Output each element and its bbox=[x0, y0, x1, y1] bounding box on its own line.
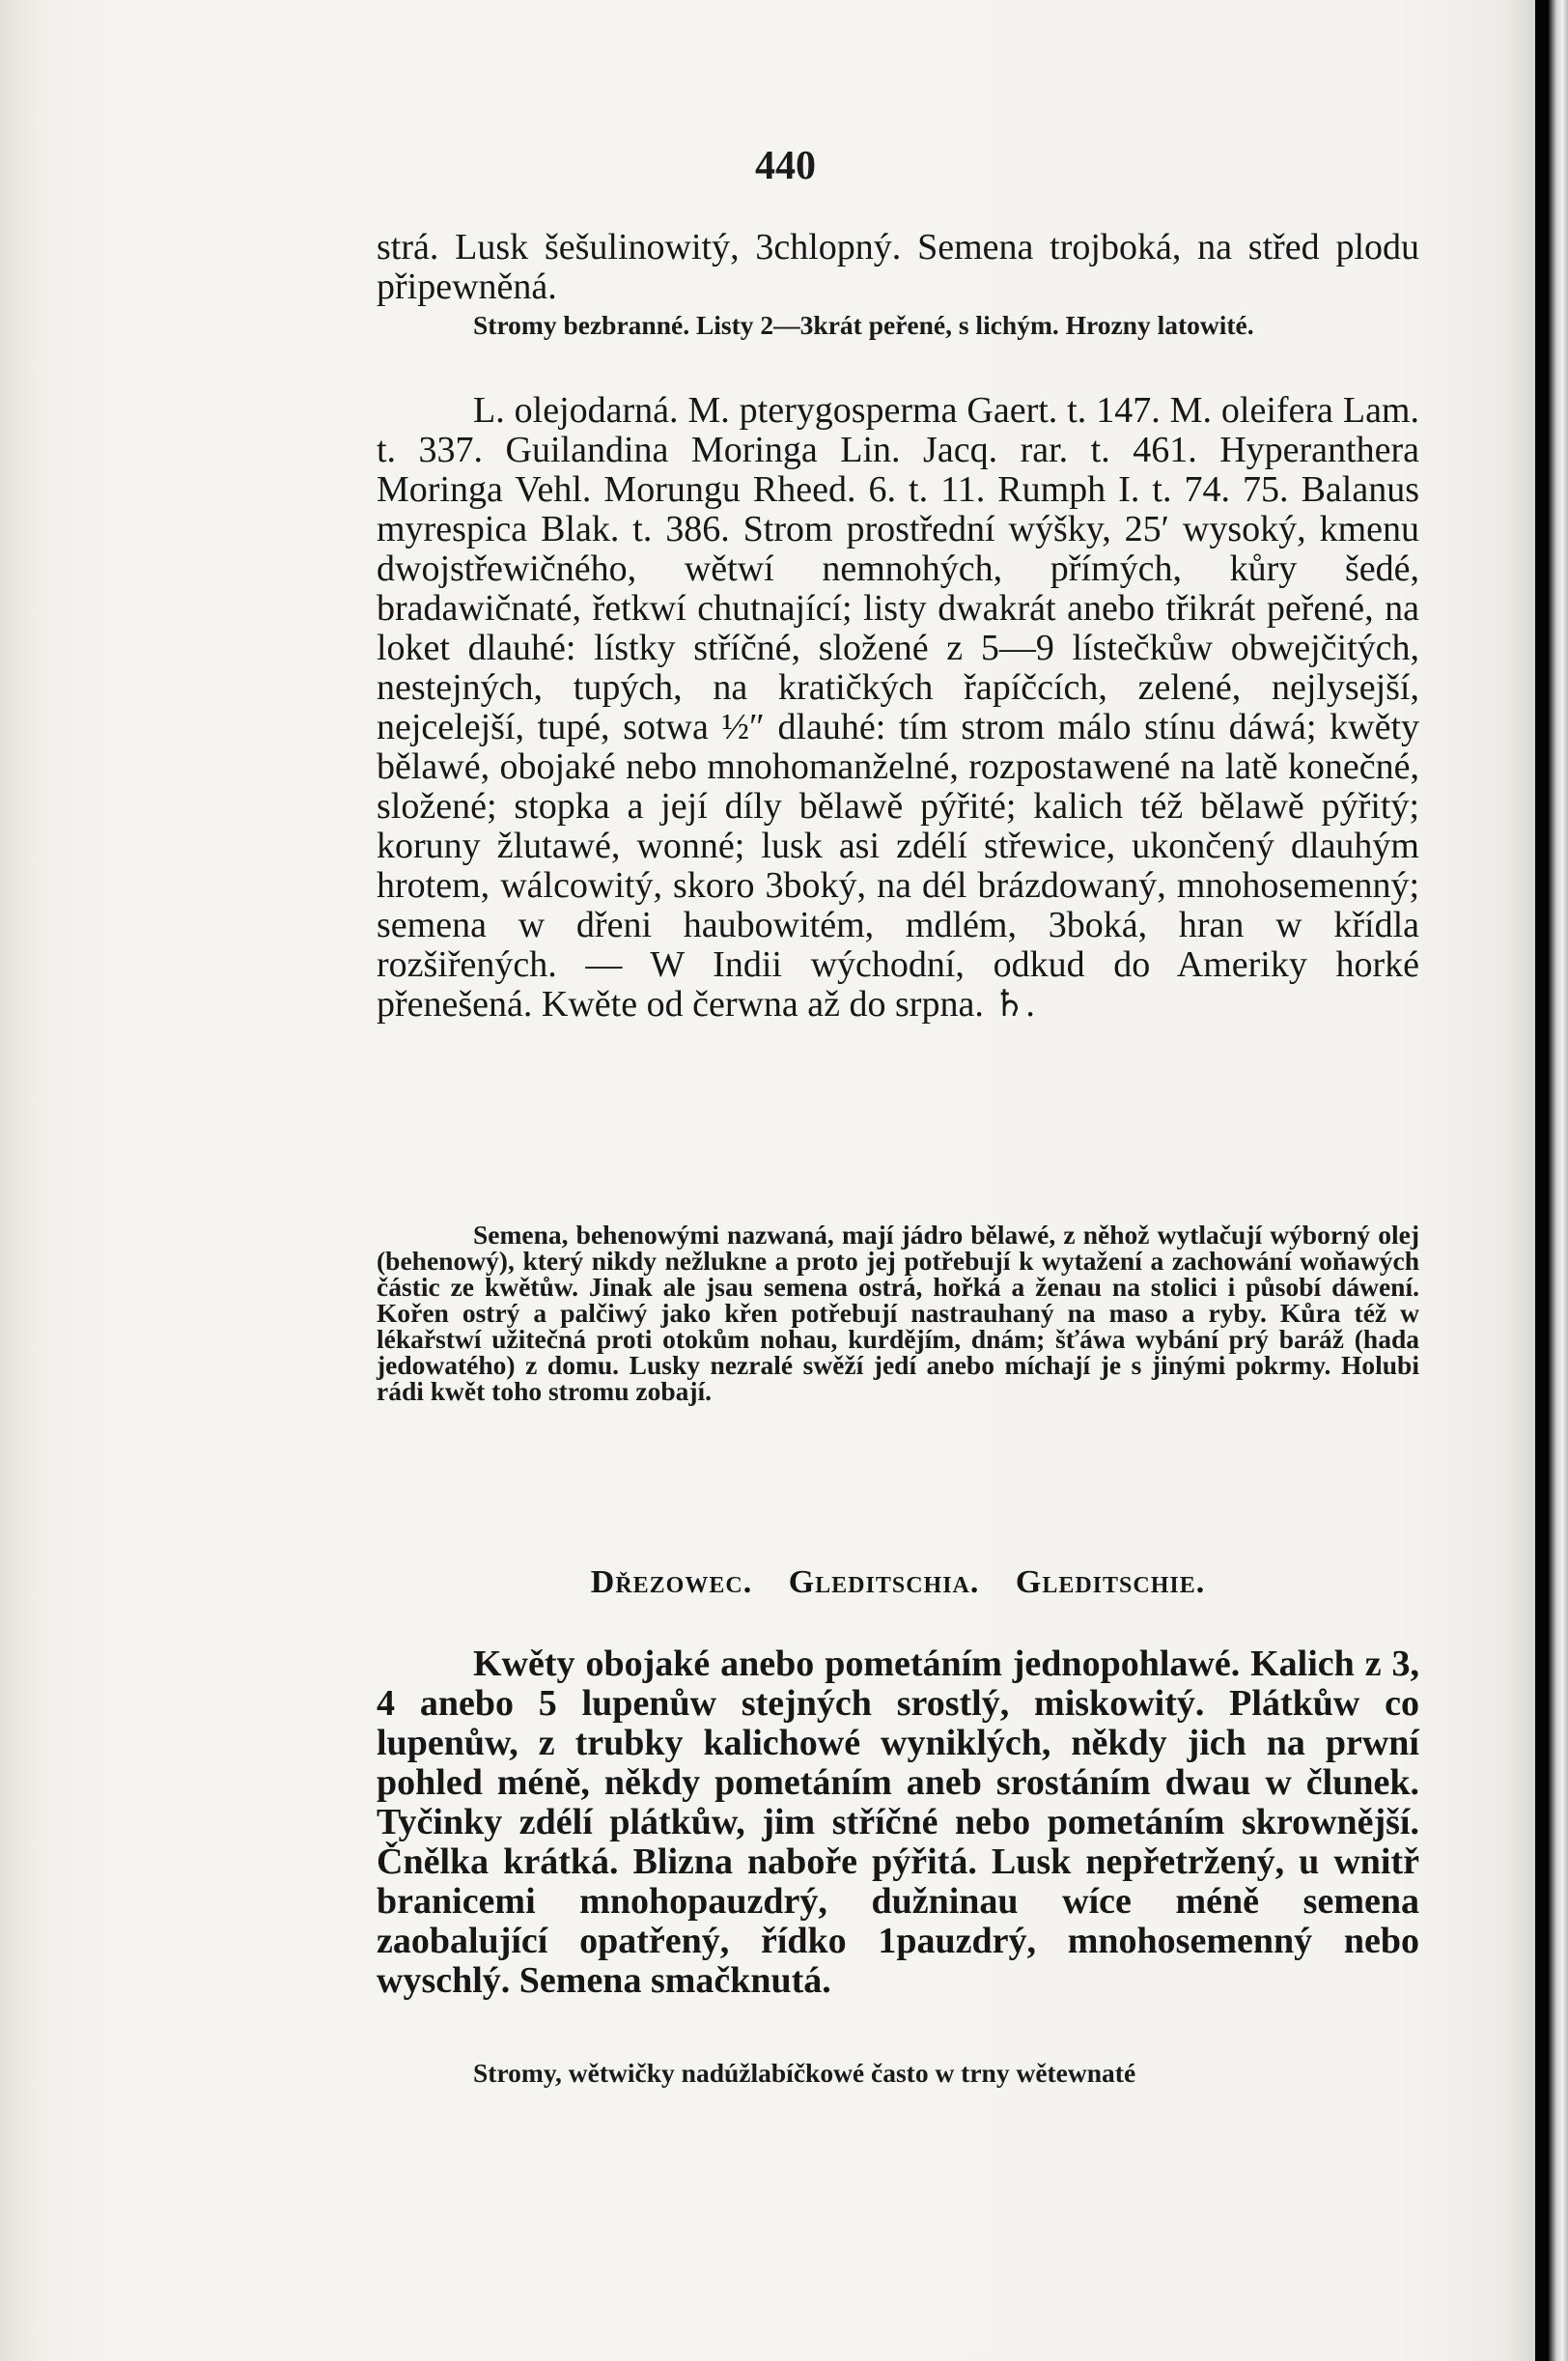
species-note: Semena, behenowými nazwaná, mají jádro bělawé, z něhož wytlačují wýborný olej (behenowý), který nikdy nežlukne a proto jej potřebují k wytažení a zachowání woňawých částic ze kwětůw. Jinak ale jsau semena ostrá, hořká a ženau na stolici i působí dáwení. Kořen ostrý a palčiwý jako křen potřebují nastrauhaný na maso a ryby. Kůra též w lékařstwí užitečná proti otokům nohau, kurdějím, dnám; šťáwa wybání prý baráž (hada jedowatého) z domu. Lusky nezralé swěží jedí anebo míchají je s jinými pokrmy. Holubi rádi kwět toho stromu zobají. bbox=[377, 1220, 1419, 1406]
heading-german: Gleditschie. bbox=[1015, 1564, 1206, 1600]
species-paragraph: L. olejodarná. M. pterygosperma Gaert. t. 147. M. oleifera Lam. t. 337. Guilandina Moringa Lin. Jacq. rar. t. 461. Hyperanthera Moringa Vehl. Morungu Rheed. 6. t. 11. Rumph I. t. 74. 75. Balanus myrespica Blak. t. 386. Strom prostřední wýšky, 25′ wysoký, kmenu dwojstřewičného, wětwí nemnohých, přímých, kůry šedé, bradawičnaté, řetkwí chutnající; listy dwakrát anebo třikrát peřené, na loket dlauhé: lístky stříčné, složené z 5—9 lístečkůw obwejčitých, nestejných, tupých, na kratičkých řapíčcích, zelené, nejlysejší, nejcelejší, tupé, sotwa ½″ dlauhé: tím strom málo stínu dáwá; kwěty bělawé, obojaké nebo mnohomanželné, rozpostawené na latě konečné, složené; stopka a její díly bělawě pýřité; kalich též bělawě pýřitý; koruny žlutawé, wonné; lusk asi zdélí střewice, ukončený dlauhým hrotem, wálcowitý, skoro 3boký, na dél brázdowaný, mnohosemenný; semena w dřeni haubowitém, mdlém, 3boká, hran w křídla rozšiřených. — W Indii wýchodní, odkud do Ameriky horké přenešená. Kwěte od čerwna až do srpna. ♄. bbox=[377, 390, 1419, 1025]
intro-paragraph: strá. Lusk šešulinowitý, 3chlopný. Semena trojboká, na střed plodu připewněná. bbox=[377, 227, 1419, 307]
genus-note: Stromy bezbranné. Listy 2—3krát peřené, s lichým. Hrozny latowité. bbox=[473, 310, 1254, 340]
genus-note-2: Stromy, wětwičky nadúžlabíčkowé často w trny wětewnaté bbox=[473, 2058, 1136, 2088]
scan-edge-strip bbox=[1549, 0, 1568, 2361]
genus-description: Kwěty obojaké anebo pometáním jednopohlawé. Kalich z 3, 4 anebo 5 lupenůw stejných srostlý, miskowitý. Plátkůw co lupenůw, z trubky kalichowé wyniklých, někdy jich na prwní pohled méně, někdy pometáním aneb srostáním dwau w člunek. Tyčinky zdélí plátkůw, jim stříčné nebo pometáním skrownější. Čnělka krátká. Blizna naboře pýřitá. Lusk nepřetržený, u wnitř branicemi mnohopauzdrý, dužninau wíce méně semena zaobalující opatřený, řídko 1pauzdrý, mnohosemenný nebo wyschlý. Semena smačknutá. bbox=[377, 1644, 1419, 2001]
section-heading bbox=[377, 1564, 1419, 1601]
heading-latin: Gleditschia. bbox=[788, 1564, 980, 1600]
page-number: 440 bbox=[755, 144, 816, 188]
heading-czech: Dřezowec. bbox=[590, 1564, 753, 1600]
